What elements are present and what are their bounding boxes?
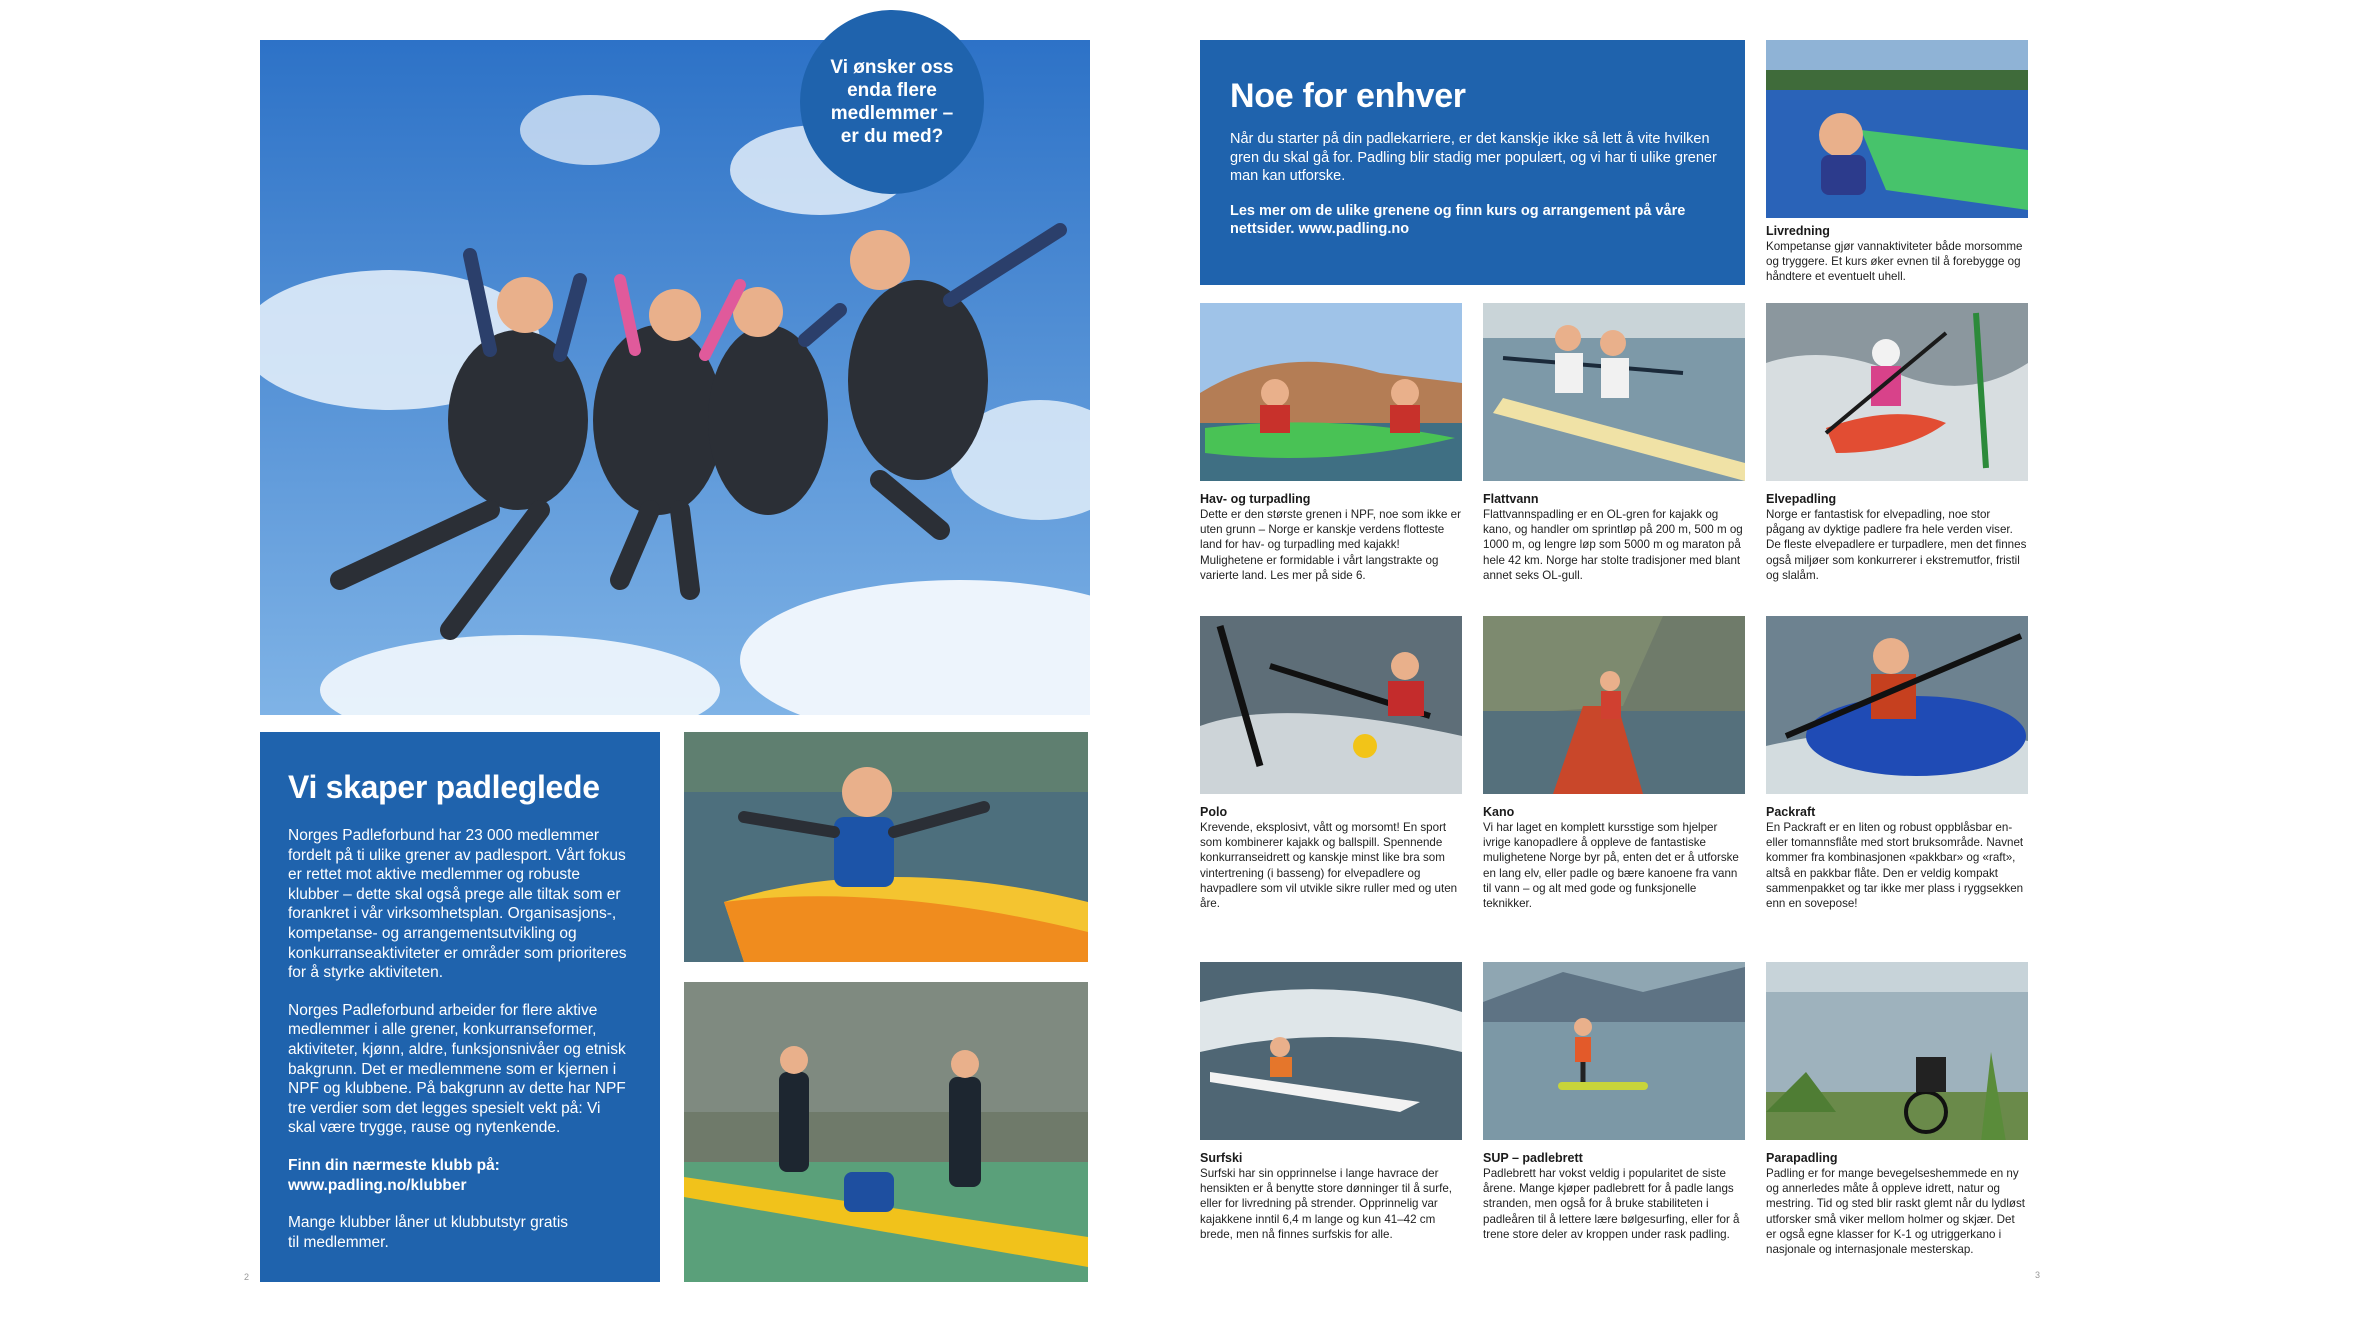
branch-title: Surfski: [1200, 1151, 1243, 1165]
photo-polo: [1200, 616, 1462, 794]
branch-title: Livredning: [1766, 224, 1830, 238]
branch-text: Padlebrett har vokst veldig i popularitet de siste årene. Mange kjøper padlebrett for å padle langs stranden, men også for å bruke stabiliteten i padleåren til å lettere lære bølgesurfing, eller for å trene store deler av kroppen under rask padling.: [1483, 1167, 1740, 1241]
branch-text: Dette er den største grenen i NPF, noe som ikke er uten grunn – Norge er kanskje verdens flotteste land for hav- og turpadling med kajakk! Mulighetene er formidable i vårt langstrakte og varierte land. Les mer på side 6.: [1200, 508, 1461, 582]
branch-packraft: [1766, 804, 2028, 911]
branch-title: Polo: [1200, 805, 1228, 819]
intro-text-box: [260, 732, 660, 1282]
photo-hav-turpadling: [1200, 303, 1462, 481]
branches-intro-box: [1200, 40, 1745, 285]
branch-text: Vi har laget en komplett kursstige som hjelper ivrige kanopadlere å oppleve de fantastiske mulighetene Norge byr på, enten det er å utforske en lang elv, eller padle og bære kanoene fra vann til vann – og alt med gode og funksjonelle teknikker.: [1483, 821, 1739, 911]
right-page-title: Noe for enhver: [1230, 77, 1466, 115]
photo-kid-kayak: [684, 732, 1088, 962]
branch-title: Packraft: [1766, 805, 1816, 819]
branch-text: Padling er for mange bevegelseshemmede en ny og annerledes måte å oppleve idrett, natur og mestring. Tid og sted blir raskt glemt når du lydløst utforsker små viker mellom holmer og skjær. Det er også egne klasser for K-1 og utriggerkano i nasjonale og internasjonale mesterskap.: [1766, 1167, 2026, 1257]
left-paragraph-1: Norges Padleforbund har 23 000 medlemmer fordelt på ti ulike grener av padlesport. Vårt fokus er rettet mot aktive medlemmer og robuste klubber – dette skal også prege alle tiltak som er forankret i vår virksomhetsplan. Organisasjons-, kompetanse- og arrangementsutvikling og konkurranseaktiviteter er områder som prioriteres for å styrke aktiviteten.: [288, 827, 627, 982]
branch-title: SUP – padlebrett: [1483, 1151, 1583, 1165]
photo-rescue-practice: [684, 982, 1088, 1282]
branch-elvepadling: [1766, 491, 2028, 583]
branch-hav-turpadling: [1200, 491, 1462, 583]
branch-title: Elvepadling: [1766, 492, 1837, 506]
branch-sup: [1483, 1150, 1745, 1242]
right-intro-text: Når du starter på din padlekarriere, er det kanskje ikke så lett å vite hvilken gren du skal gå for. Padling blir stadig mer populært, og vi har ti ulike grener man kan utforske.: [1230, 131, 1717, 184]
branch-parapadling: [1766, 1150, 2028, 1257]
equipment-note: Mange klubber låner ut klubbutstyr gratis til medlemmer.: [288, 1214, 569, 1251]
branch-text: Krevende, eksplosivt, vått og morsomt! En sport som kombinerer kajakk og ballspill. Spennende konkurranseidrett og kanskje minst like bra som vintertrening (i basseng) for elvepadlere og havpadlere som vil utvikle sikre ruller med og uten åre.: [1200, 821, 1458, 911]
left-page-title: Vi skaper padleglede: [288, 769, 600, 805]
branch-title: Flattvann: [1483, 492, 1539, 506]
branch-kano: [1483, 804, 1745, 911]
branch-text: Norge er fantastisk for elvepadling, noe stor pågang av dyktige padlere fra hele verden viser. De fleste elvepadlere er turpadlere, men det finnes også miljøer som konkurrerer i ekstremutfor, fristil og slalåm.: [1766, 508, 2027, 582]
membership-bubble: Vi ønsker oss enda flere medlemmer – er du med?: [800, 10, 984, 194]
branch-text: Flattvannspadling er en OL-gren for kajakk og kano, og handler om sprintløp på 200 m, 500 m og 1000 m, og lengre løp som 5000 m og maraton på hele 42 km. Norge har stolte tradisjoner med blant annet seks OL-gull.: [1483, 508, 1743, 582]
branch-text: Kompetanse gjør vannaktiviteter både morsomme og tryggere. Et kurs øker evnen til å forebygge og håndtere et eventuelt uhell.: [1766, 240, 2023, 284]
branch-surfski: [1200, 1150, 1462, 1242]
photo-livredning: [1766, 40, 2028, 218]
photo-packraft: [1766, 616, 2028, 794]
branch-title: Kano: [1483, 805, 1515, 819]
photo-kano: [1483, 616, 1745, 794]
photo-surfski: [1200, 962, 1462, 1140]
branch-polo: [1200, 804, 1462, 911]
photo-parapadling: [1766, 962, 2028, 1140]
find-club-link[interactable]: Finn din nærmeste klubb på: www.padling.no/klubber: [288, 1156, 500, 1194]
left-page-number: 2: [244, 1272, 250, 1282]
branch-text: En Packraft er en liten og robust oppblåsbar en- eller tomannsflåte med stort bruksområde. Navnet kommer fra kombinasjonen «pakkbar» og «raft», altså en pakkbar flåte. Den er veldig kompakt sammenpakket og tar ikke mer plass i ryggsekken enn en sovepose!: [1766, 821, 2024, 911]
photo-flattvann: [1483, 303, 1745, 481]
right-intro-link[interactable]: Les mer om de ulike grenene og finn kurs og arrangement på våre nettsider. www.padling.no: [1230, 202, 1686, 237]
branch-title: Hav- og turpadling: [1200, 492, 1311, 506]
branch-flattvann: [1483, 491, 1745, 583]
photo-elvepadling: [1766, 303, 2028, 481]
branch-title: Parapadling: [1766, 1151, 1838, 1165]
photo-sup: [1483, 962, 1745, 1140]
branch-livredning: [1766, 223, 2028, 285]
right-page-number: 3: [2035, 1270, 2041, 1280]
left-paragraph-2: Norges Padleforbund arbeider for flere aktive medlemmer i alle grener, konkurranseformer, aktiviteter, kjønn, aldre, funksjonsnivåer og etnisk bakgrunn. Det er medlemmene som er kjernen i NPF og klubbene. På bakgrunn av dette har NPF tre verdier som det legges spesielt vekt på: Vi skal være trygge, rause og nytenkende.: [288, 1001, 626, 1137]
branch-text: Surfski har sin opprinnelse i lange havrace der hensikten er å benytte store dønninger til å surfe, eller for livredning på strender. Opprinnelig var kajakkene inntil 6,4 m lange og kun 41–42 cm brede, men nå finnes surfskis for alle.: [1200, 1167, 1452, 1241]
